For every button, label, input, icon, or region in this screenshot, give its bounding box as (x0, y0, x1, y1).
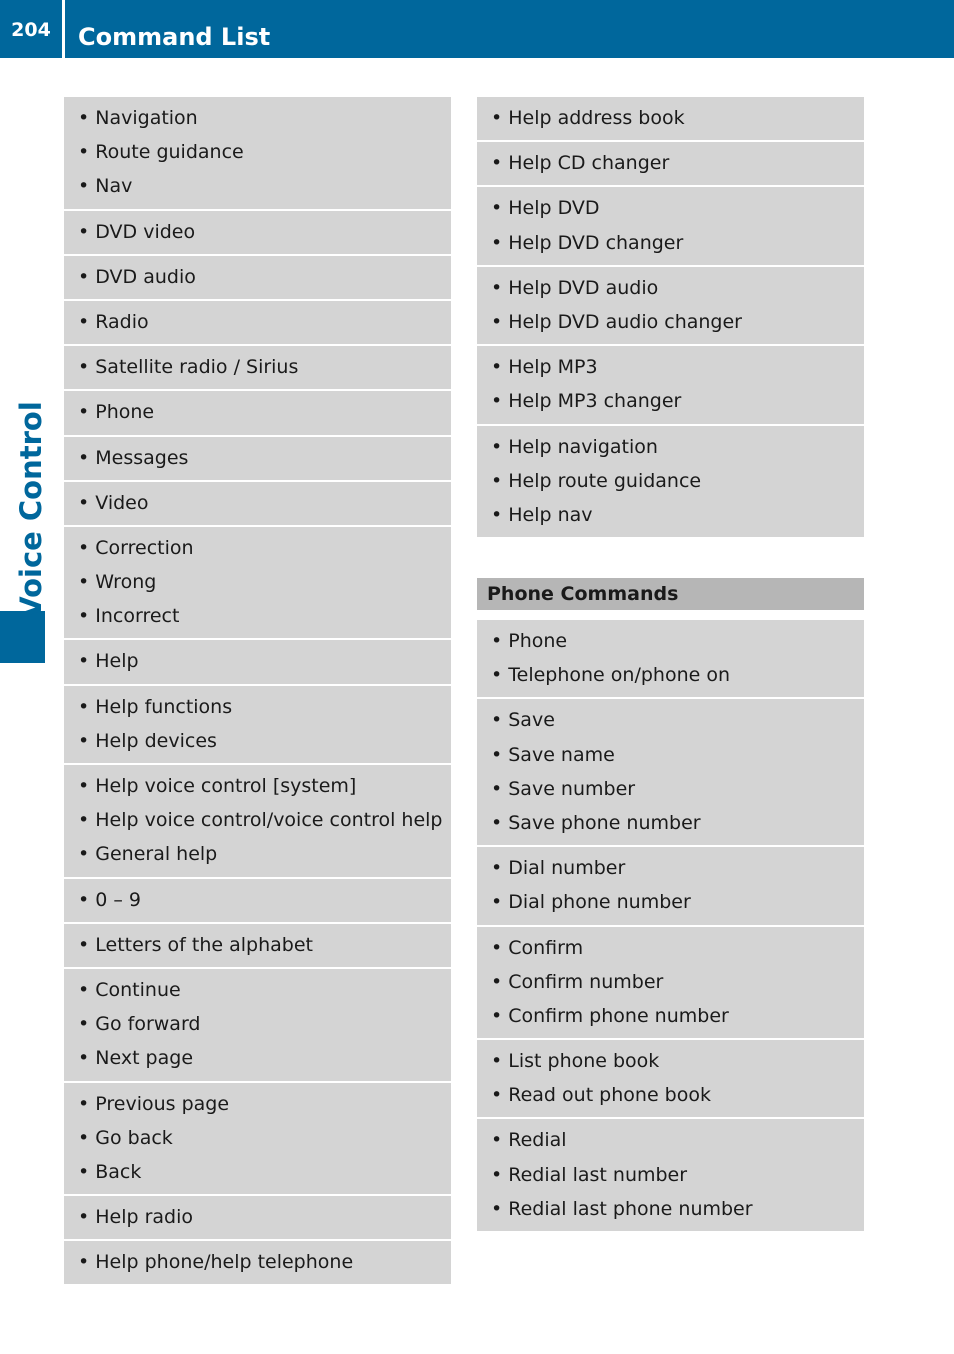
command-group (64, 256, 451, 299)
page-number: 204 (11, 19, 51, 41)
command-item: • Confirm number (491, 965, 852, 999)
command-item: • Help devices (78, 724, 439, 758)
command-item: • Help voice control [system] (78, 769, 439, 803)
command-item: • Read out phone book (491, 1078, 852, 1112)
command-group (64, 301, 451, 344)
command-item: • Help DVD audio changer (491, 305, 852, 339)
command-group (477, 1119, 864, 1231)
command-item: • Help address book (491, 101, 852, 135)
command-item: • Confirm (491, 931, 852, 965)
command-group (477, 187, 864, 264)
command-group (64, 346, 451, 389)
command-item: • Help DVD audio (491, 271, 852, 305)
command-item: • Help navigation (491, 430, 852, 464)
command-item: • Correction (78, 531, 439, 565)
command-item: • General help (78, 837, 439, 871)
command-group (64, 1083, 451, 1195)
command-item: • Telephone on/phone on (491, 658, 852, 692)
command-item: • Go back (78, 1121, 439, 1155)
command-item: • DVD video (78, 215, 439, 249)
side-tab-label: Voice Control (14, 401, 48, 619)
command-item: • Messages (78, 441, 439, 475)
command-item: • Continue (78, 973, 439, 1007)
command-item: • DVD audio (78, 260, 439, 294)
command-item: • Redial last number (491, 1158, 852, 1192)
command-group (477, 620, 864, 697)
command-item: • Help MP3 changer (491, 384, 852, 418)
command-item: • Video (78, 486, 439, 520)
phone-commands-heading: Phone Commands (477, 578, 864, 610)
command-group (64, 437, 451, 480)
command-group (64, 969, 451, 1081)
command-item: • Next page (78, 1041, 439, 1075)
command-item: • Help (78, 644, 439, 678)
command-group (477, 346, 864, 423)
command-item: • Save number (491, 772, 852, 806)
command-item: • Redial last phone number (491, 1192, 852, 1226)
command-item: • Help DVD changer (491, 226, 852, 260)
command-item: • Save name (491, 738, 852, 772)
command-item: • 0 – 9 (78, 883, 439, 917)
command-item: • Previous page (78, 1087, 439, 1121)
header-bar (0, 0, 954, 58)
command-group (64, 391, 451, 434)
command-group (477, 142, 864, 185)
command-item: • Help route guidance (491, 464, 852, 498)
command-item: • Radio (78, 305, 439, 339)
command-group (64, 686, 451, 763)
command-item: • Save phone number (491, 806, 852, 840)
command-item: • Help MP3 (491, 350, 852, 384)
command-item: • Navigation (78, 101, 439, 135)
command-item: • Phone (491, 624, 852, 658)
command-item: • Go forward (78, 1007, 439, 1041)
command-item: • Back (78, 1155, 439, 1189)
command-item: • Help nav (491, 498, 852, 532)
command-item: • Help CD changer (491, 146, 852, 180)
command-item: • Phone (78, 395, 439, 429)
command-group (64, 924, 451, 967)
command-item: • Help voice control/voice control help (78, 803, 439, 837)
command-group (64, 879, 451, 922)
command-group (64, 211, 451, 254)
command-item: • Redial (491, 1123, 852, 1157)
command-group (64, 1196, 451, 1239)
command-group (477, 1040, 864, 1117)
command-item: • Dial phone number (491, 885, 852, 919)
command-item: • Help radio (78, 1200, 439, 1234)
command-group (64, 482, 451, 525)
command-item: • Help DVD (491, 191, 852, 225)
command-item: • Wrong (78, 565, 439, 599)
command-group (477, 927, 864, 1039)
command-item: • Help functions (78, 690, 439, 724)
command-item: • Save (491, 703, 852, 737)
command-group (64, 527, 451, 639)
command-item: • Confirm phone number (491, 999, 852, 1033)
command-group (477, 426, 864, 538)
side-tab-marker (0, 611, 45, 663)
left-command-column (64, 97, 451, 1286)
command-item: • Letters of the alphabet (78, 928, 439, 962)
command-group (64, 640, 451, 683)
command-group (64, 765, 451, 877)
section-title: Command List (78, 23, 271, 51)
phone-command-column (477, 620, 864, 1233)
command-group (64, 97, 451, 209)
command-group (477, 267, 864, 344)
right-command-column (477, 97, 864, 539)
command-item: • Dial number (491, 851, 852, 885)
command-group (64, 1241, 451, 1284)
command-group (477, 97, 864, 140)
command-item: • Help phone/help telephone (78, 1245, 439, 1279)
command-item: • Nav (78, 169, 439, 203)
header-divider (62, 0, 65, 58)
command-group (477, 847, 864, 924)
command-item: • Satellite radio / Sirius (78, 350, 439, 384)
command-group (477, 699, 864, 845)
command-item: • Route guidance (78, 135, 439, 169)
command-item: • List phone book (491, 1044, 852, 1078)
command-item: • Incorrect (78, 599, 439, 633)
